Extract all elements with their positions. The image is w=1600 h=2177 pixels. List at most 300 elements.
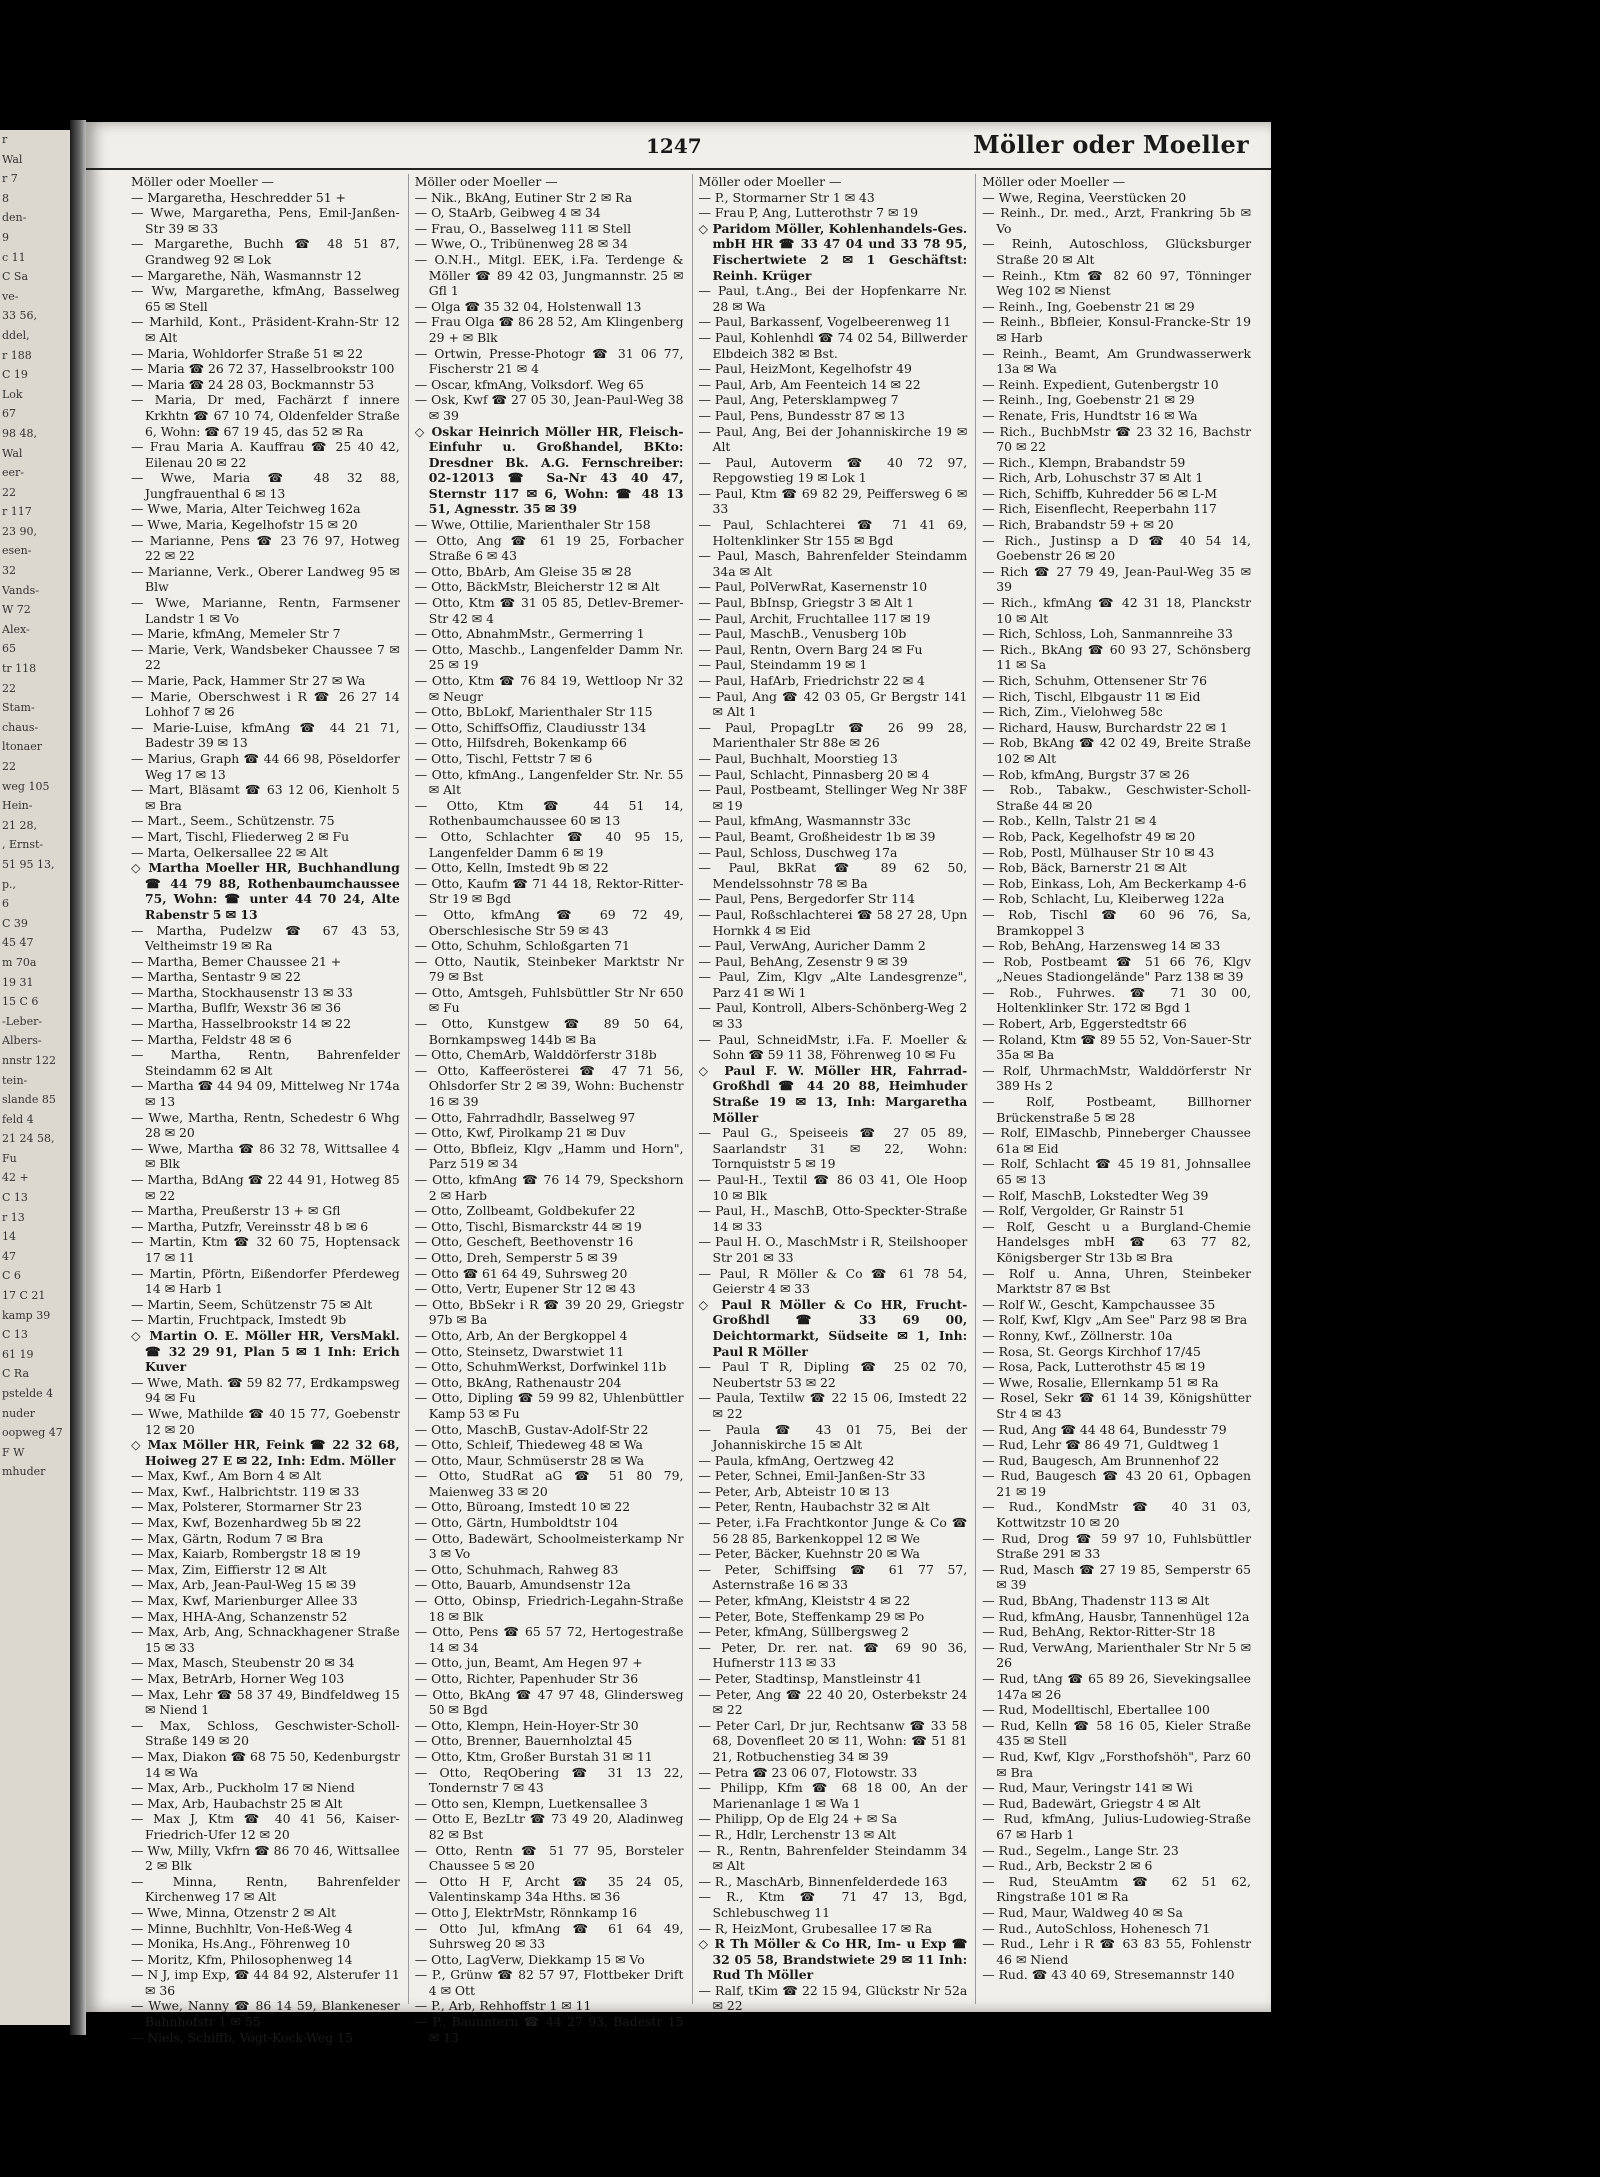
directory-entry: — Roland, Ktm ☎ 89 55 52, Von-Sauer-Str 35a ✉ Ba <box>982 1031 1251 1063</box>
firm-entry: ◇ Paul R Möller & Co HR, Frucht-Großhdl ☎ 33 69 00, Deichtormarkt, Südseite ✉ 1, Inh: Paul R Möller <box>698 1296 968 1359</box>
directory-entry: — Richard, Hausw, Burchardstr 22 ✉ 1 <box>982 719 1228 735</box>
directory-entry: — Martin, Ktm ☎ 32 60 75, Hoptensack 17 ✉ 11 <box>131 1234 400 1265</box>
directory-entry: — Peter, kfmAng, Kleiststr 4 ✉ 22 <box>698 1593 911 1609</box>
directory-entry: — Rud, Kwf, Klgv „Forsthofshöh", Parz 60 ✉ Bra <box>982 1748 1251 1780</box>
directory-entry: — R, HeizMont, Grubesallee 17 ✉ Ra <box>698 1920 933 1936</box>
column-2 <box>408 174 684 2045</box>
directory-entry: — Frau P, Ang, Lutterothstr 7 ✉ 19 <box>698 205 919 221</box>
firm-entry: ◇ Paul F. W. Möller HR, Fahrrad-Großhdl ☎ 44 20 88, Heimhuder Straße 19 ✉ 13, Inh: Margaretha Möller <box>698 1062 968 1125</box>
previous-page-fragment: slande 85 <box>2 1093 56 1107</box>
directory-entry: — Otto, Schleif, Thiedeweg 48 ✉ Wa <box>414 1437 643 1453</box>
firm-entry: ◇ R Th Möller & Co HR, Im- u Exp ☎ 32 05 58, Brandstwiete 29 ✉ 11 Inh: Rud Th Möller <box>698 1936 968 1983</box>
previous-page-fragment: C Sa <box>2 270 29 284</box>
previous-page-fragment: ve- <box>2 289 19 303</box>
firm-entry: ◇ Oskar Heinrich Möller HR, Fleisch-Einfuhr u. Großhandel, BKto: Dresdner Bk. A.G. Fernschreiber: 02-12013 ☎ Sa-Nr 43 40 47, Sternstr 117 ✉ 6, Wohn: ☎ 48 13 51, Agnesstr. 35 ✉ 39 <box>414 423 684 517</box>
directory-entry: — Rich, Schloss, Loh, Sanmannreihe 33 <box>982 626 1233 642</box>
directory-entry: — Mart, Bläsamt ☎ 63 12 06, Kienholt 5 ✉ Bra <box>131 782 400 813</box>
directory-entry: — Otto, Nautik, Steinbeker Marktstr Nr 79 ✉ Bst <box>414 953 684 985</box>
directory-entry: — Otto H F, Archt ☎ 35 24 05, Valentinskamp 34a Hths. ✉ 36 <box>414 1873 684 1905</box>
directory-entry: — Rud, VerwAng, Marienthaler Str Nr 5 ✉ 26 <box>982 1639 1251 1671</box>
directory-entry: — Rob, kfmAng, Burgstr 37 ✉ 26 <box>982 766 1190 782</box>
directory-entry: — Paul, HeizMont, Kegelhofstr 49 <box>698 361 912 377</box>
directory-entry: — Peter Carl, Dr jur, Rechtsanw ☎ 33 58 68, Dovenfleet 20 ✉ 11, Wohn: ☎ 51 81 21, Rotbuchenstieg 34 ✉ 39 <box>698 1717 968 1764</box>
directory-entry: — Otto, Kelln, Imstedt 9b ✉ 22 <box>414 860 609 876</box>
directory-entry: — Rud., Segelm., Lange Str. 23 <box>982 1842 1179 1858</box>
directory-entry: — Rolf, Kwf, Klgv „Am See" Parz 98 ✉ Bra <box>982 1312 1248 1328</box>
previous-page-fragment: 98 48, <box>2 426 37 440</box>
firm-entry: ◇ Paridom Möller, Kohlenhandels-Ges. mbH HR ☎ 33 47 04 und 33 78 95, Fischertwiete 2 ✉ 1 Geschäftst: Reinh. Krüger <box>698 220 968 283</box>
directory-entry: — Otto, Steinsetz, Dwarstwiet 11 <box>414 1343 625 1359</box>
directory-entry: — Wwe, Martha ☎ 86 32 78, Wittsallee 4 ✉ Blk <box>131 1140 400 1172</box>
previous-page-fragment: C 13 <box>2 1191 28 1205</box>
directory-entry: — Otto, BbLokf, Marienthaler Str 115 <box>414 704 653 720</box>
directory-entry: — Frau, O., Basselweg 111 ✉ Stell <box>414 220 632 236</box>
directory-entry: — P., Stormarner Str 1 ✉ 43 <box>698 189 875 205</box>
directory-entry: — Martha, Buflfr, Wexstr 36 ✉ 36 <box>131 1000 341 1016</box>
directory-entry: — Otto, kfmAng., Langenfelder Str. Nr. 55 ✉ Alt <box>414 766 684 798</box>
directory-entry: — Max, Zim, Eiffierstr 12 ✉ Alt <box>131 1561 327 1577</box>
directory-entry: — Maria ☎ 26 72 37, Hasselbrookstr 100 <box>131 361 395 377</box>
previous-page-fragment: oopweg 47 <box>2 1426 63 1440</box>
directory-entry: — Otto, AbnahmMstr., Germerring 1 <box>414 626 645 642</box>
directory-entry: — Rob, Tischl ☎ 60 96 76, Sa, Bramkoppel 3 <box>982 906 1251 938</box>
directory-entry: — Max, Masch, Steubenstr 20 ✉ 34 <box>131 1655 355 1671</box>
directory-entry: — R., Rentn, Bahrenfelder Steindamm 34 ✉ Alt <box>698 1842 968 1874</box>
directory-entry: — Otto, Dipling ☎ 59 99 82, Uhlenbüttler Kamp 53 ✉ Fu <box>414 1390 684 1421</box>
page-header <box>86 128 1271 170</box>
directory-entry: — Otto, ReqObering ☎ 31 13 22, Tondernstr 7 ✉ 43 <box>414 1764 684 1796</box>
directory-entry: — Rolf, Postbeamt, Billhorner Brückenstraße 5 ✉ 28 <box>982 1094 1251 1125</box>
previous-page-fragment: F W <box>2 1445 25 1459</box>
directory-entry: — Paul, Kontroll, Albers-Schönberg-Weg 2 ✉ 33 <box>698 1000 968 1032</box>
directory-entry: — Wwe, Nanny ☎ 86 14 59, Blankeneser Bahnhofstr 1 ✉ 55 <box>131 1998 400 2030</box>
directory-entry: — Paul, Ang, Bei der Johanniskirche 19 ✉ Alt <box>698 423 968 455</box>
directory-entry: — Martha, BdAng ☎ 22 44 91, Hotweg 85 ✉ 22 <box>131 1172 400 1203</box>
directory-entry: — Wwe, Math. ☎ 59 82 77, Erdkampsweg 94 ✉ Fu <box>131 1374 400 1406</box>
directory-entry: — Paul, Postbeamt, Stellinger Weg Nr 38F ✉ 19 <box>698 782 968 813</box>
directory-entry: — Peter, Ang ☎ 22 40 20, Osterbekstr 24 ✉ 22 <box>698 1686 968 1718</box>
firm-entry: ◇ Martha Moeller HR, Buchhandlung ☎ 44 79 88, Rothenbaumchaussee 75, Wohn: ☎ unter 44 70 24, Alte Rabenstr 5 ✉ 13 <box>131 860 400 922</box>
directory-entry: — Peter, i.Fa Frachtkontor Junge & Co ☎ 56 28 85, Barkenkoppel 12 ✉ We <box>698 1515 968 1546</box>
directory-entry: — Otto, Tischl, Bismarckstr 44 ✉ 19 <box>414 1218 642 1234</box>
directory-entry: — Rud, Ang ☎ 44 48 64, Bundesstr 79 <box>982 1421 1227 1437</box>
directory-entry: — Otto, Büroang, Imstedt 10 ✉ 22 <box>414 1499 631 1515</box>
previous-page-fragment: 22 <box>2 681 16 695</box>
previous-page-fragment: mhuder <box>2 1465 46 1479</box>
directory-entry: — Marhild, Kont., Präsident-Krahn-Str 12 ✉ Alt <box>131 314 400 345</box>
directory-entry: — Rud, Baugesch ☎ 43 20 61, Opbagen 21 ✉ 19 <box>982 1468 1251 1499</box>
directory-entry: — Rud., AutoSchloss, Hohenesch 71 <box>982 1920 1211 1936</box>
directory-entry: — Petra ☎ 23 06 07, Flotowstr. 33 <box>698 1764 918 1780</box>
directory-entry: — Maria ☎ 24 28 03, Bockmannstr 53 <box>131 376 375 392</box>
column-3 <box>692 174 968 2014</box>
directory-entry: — Paul, Buchhalt, Moorstieg 13 <box>698 750 898 766</box>
directory-entry: — Rob, BkAng ☎ 42 02 49, Breite Straße 102 ✉ Alt <box>982 735 1251 766</box>
directory-entry: — Rolf u. Anna, Uhren, Steinbeker Marktstr 87 ✉ Bst <box>982 1265 1251 1297</box>
directory-entry: — Otto, Bbfleiz, Klgv „Hamm und Horn", Parz 519 ✉ 34 <box>414 1140 684 1172</box>
directory-entry: — Otto, Brenner, Bauernholztal 45 <box>414 1733 633 1749</box>
directory-entry: — Otto, BkAng, Rathenaustr 204 <box>414 1374 622 1390</box>
directory-entry: — Max, Lehr ☎ 58 37 49, Bindfeldweg 15 ✉ Niend 1 <box>131 1686 400 1718</box>
directory-entry: — Rud, SteuAmtm ☎ 62 51 62, Ringstraße 101 ✉ Ra <box>982 1873 1251 1905</box>
previous-page-fragment: esen- <box>2 544 32 558</box>
directory-entry: — Ortwin, Presse-Photogr ☎ 31 06 77, Fischerstr 21 ✉ 4 <box>414 345 684 377</box>
directory-entry: — Robert, Arb, Eggerstedtstr 66 <box>982 1016 1187 1032</box>
directory-entry: — Peter, Dr. rer. nat. ☎ 69 90 36, Hufnerstr 113 ✉ 33 <box>698 1639 968 1671</box>
directory-entry: — Paul, Arb, Am Feenteich 14 ✉ 22 <box>698 376 921 392</box>
previous-page-fragment: ddel, <box>2 328 30 342</box>
directory-entry: — Max, Arb., Puckholm 17 ✉ Niend <box>131 1780 355 1796</box>
previous-page-fragment: nnstr 122 <box>2 1053 56 1067</box>
directory-entry: — Frau Olga ☎ 86 28 52, Am Klingenberg 29 + ✉ Blk <box>414 314 684 345</box>
directory-entry: — Mart., Seem., Schützenstr. 75 <box>131 813 335 829</box>
directory-entry: — Rob., Tabakw., Geschwister-Scholl-Straße 44 ✉ 20 <box>982 782 1251 813</box>
directory-entry: — Otto, BkAng ☎ 47 97 48, Glindersweg 50 ✉ Bgd <box>414 1686 684 1718</box>
directory-entry: — Paul, H., MaschB, Otto-Speckter-Straße 14 ✉ 33 <box>698 1203 968 1234</box>
directory-entry: — Otto sen, Klempn, Luetkensallee 3 <box>414 1795 648 1811</box>
directory-entry: — Martha, Stockhausenstr 13 ✉ 33 <box>131 984 353 1000</box>
directory-entry: — Maria, Dr med, Fachärzt f innere Krkhtn ☎ 67 10 74, Oldenfelder Straße 6, Wohn: ☎ 67 19 45, das 52 ✉ Ra <box>131 392 400 439</box>
directory-entry: — Paul, Beamt, Großheidestr 1b ✉ 39 <box>698 828 936 844</box>
directory-entry: — Otto, Pens ☎ 65 57 72, Hertogestraße 14 ✉ 34 <box>414 1624 684 1655</box>
directory-entry: — Paul-H., Textil ☎ 86 03 41, Ole Hoop 10 ✉ Blk <box>698 1172 968 1203</box>
previous-page-fragment: r 13 <box>2 1210 25 1224</box>
previous-page-fragment: Wal <box>2 152 23 166</box>
directory-entry: — Rich, Eisenflecht, Reeperbahn 117 <box>982 501 1217 517</box>
directory-entry: — Wwe, Maria ☎ 48 32 88, Jungfrauenthal 6 ✉ 13 <box>131 470 400 501</box>
directory-entry: — Rich., kfmAng ☎ 42 31 18, Planckstr 10 ✉ Alt <box>982 595 1251 626</box>
directory-entry: — Margaretha, Heschredder 51 + <box>131 189 346 205</box>
directory-entry: — Otto, Ktm ☎ 76 84 19, Wettloop Nr 32 ✉ Neugr <box>414 673 684 704</box>
previous-page-fragment: 22 <box>2 760 16 773</box>
directory-entry: — Renate, Fris, Hundtstr 16 ✉ Wa <box>982 407 1198 423</box>
directory-entry: — Peter, kfmAng, Süllbergsweg 2 <box>698 1624 909 1640</box>
directory-entry: — Martha, Putzfr, Vereinsstr 48 b ✉ 6 <box>131 1218 369 1234</box>
directory-entry: — Rob, Postl, Mülhauser Str 10 ✉ 43 <box>982 844 1215 860</box>
directory-entry: — Max, HHA-Ang, Schanzenstr 52 <box>131 1608 348 1624</box>
directory-entry: — Reinh., Ing, Goebenstr 21 ✉ 29 <box>982 392 1195 408</box>
directory-entry: — Rich., Klempn, Brabandstr 59 <box>982 454 1186 470</box>
directory-entry: — Paul, Pens, Bergedorfer Str 114 <box>698 891 915 907</box>
directory-entry: — Rich, Arb, Lohuschstr 37 ✉ Alt 1 <box>982 470 1204 486</box>
directory-entry: — Rud, Maur, Waldweg 40 ✉ Sa <box>982 1904 1183 1920</box>
previous-page-fragment: -Leber- <box>2 1014 43 1028</box>
directory-entry: — Rich, Schuhm, Ottensener Str 76 <box>982 673 1208 688</box>
directory-entry: — Otto, ChemArb, Walddörferstr 318b <box>414 1047 657 1063</box>
firm-entry: ◇ Martin O. E. Möller HR, VersMakl. ☎ 32 29 91, Plan 5 ✉ 1 Inh: Erich Kuver <box>131 1327 400 1375</box>
directory-entry: — Paul, t.Ang., Bei der Hopfenkarre Nr. 28 ✉ Wa <box>698 283 968 314</box>
directory-entry: — Otto, Schlachter ☎ 40 95 15, Langenfelder Damm 6 ✉ 19 <box>414 828 684 860</box>
previous-page-fragment: 14 <box>2 1230 16 1244</box>
directory-entry: — Reinh. Expedient, Gutenbergstr 10 <box>982 376 1219 392</box>
directory-entry: — Otto, BbArb, Am Gleise 35 ✉ 28 <box>414 563 632 579</box>
directory-entry: — Paul, Schloss, Duschweg 17a <box>698 844 898 860</box>
directory-entry: — Ww, Milly, Vkfrn ☎ 86 70 46, Wittsallee 2 ✉ Blk <box>131 1842 400 1874</box>
directory-entry: — R., Hdlr, Lerchenstr 13 ✉ Alt <box>698 1826 896 1842</box>
directory-entry: — Otto, SchuhmWerkst, Dorfwinkel 11b <box>414 1359 667 1375</box>
directory-entry: — Ww, Margarethe, kfmAng, Basselweg 65 ✉ Stell <box>131 283 400 314</box>
previous-page-fragment: 65 <box>2 642 16 656</box>
directory-entry: — Marianne, Verk., Oberer Landweg 95 ✉ Blw <box>131 563 400 595</box>
directory-entry: — Otto, Vertr, Eupener Str 12 ✉ 43 <box>414 1281 636 1297</box>
directory-entry: — Rob, Schlacht, Lu, Kleiberweg 122a <box>982 891 1225 907</box>
directory-entry: — Martha, Bemer Chaussee 21 + <box>131 953 342 969</box>
directory-entry: — Paul, SchneidMstr, i.Fa. F. Moeller & Sohn ☎ 59 11 38, Föhrenweg 10 ✉ Fu <box>698 1031 968 1063</box>
previous-page-fragment: Albers- <box>2 1034 42 1048</box>
directory-entry: — Olga ☎ 35 32 04, Holstenwall 13 <box>414 298 642 314</box>
directory-entry: — Max, Arb, Haubachstr 25 ✉ Alt <box>131 1795 343 1811</box>
previous-page-fragment: r 117 <box>2 505 32 519</box>
directory-entry: — Martha, Hasselbrookstr 14 ✉ 22 <box>131 1016 352 1032</box>
directory-entry: — Rob, Einkass, Loh, Am Beckerkamp 4-6 <box>982 875 1247 891</box>
directory-entry: — Otto, kfmAng ☎ 76 14 79, Speckshorn 2 ✉ Harb <box>414 1172 684 1203</box>
directory-entry: — Otto, BbSekr i R ☎ 39 20 29, Griegstr 97b ✉ Ba <box>414 1296 684 1328</box>
previous-page-fragment: eer- <box>2 466 24 480</box>
directory-entry: — Martin, Pförtn, Eißendorfer Pferdeweg 14 ✉ Harb 1 <box>131 1265 400 1297</box>
directory-entry: — Wwe, Maria, Kegelhofstr 15 ✉ 20 <box>131 517 358 533</box>
directory-entry: — Rob, Pack, Kegelhofstr 49 ✉ 20 <box>982 828 1196 844</box>
directory-entry: — Max, Arb, Ang, Schnackhagener Straße 15 ✉ 33 <box>131 1624 400 1655</box>
previous-page-fragment: tr 118 <box>2 662 37 676</box>
directory-entry: — Rich, Brabandstr 59 + ✉ 20 <box>982 517 1174 533</box>
directory-entry: — Otto, Fahrradhdlr, Basselweg 97 <box>414 1109 636 1125</box>
directory-entry: — Nik., BkAng, Eutiner Str 2 ✉ Ra <box>414 189 633 205</box>
directory-entry: — Marie, kfmAng, Memeler Str 7 <box>131 626 341 642</box>
directory-entry: — Martha, Preußerstr 13 + ✉ Gfl <box>131 1203 341 1219</box>
directory-entry: — P., Bauuntern ☎ 44 27 93, Badestr 15 ✉ 13 <box>414 2014 684 2045</box>
directory-entry: — Wwe, Minna, Otzenstr 2 ✉ Alt <box>131 1904 336 1920</box>
directory-entry: — Otto, Kaufm ☎ 71 44 18, Rektor-Ritter-Str 19 ✉ Bgd <box>414 875 684 907</box>
previous-page-fragment: 22 <box>2 485 16 499</box>
directory-entry: — Rud., Arb, Beckstr 2 ✉ 6 <box>982 1858 1153 1874</box>
directory-entry: — Rolf, ElMaschb, Pinneberger Chaussee 61a ✉ Eid <box>982 1125 1251 1156</box>
directory-entry: — Martin, Fruchtpack, Imstedt 9b <box>131 1312 347 1328</box>
directory-entry: — Otto, Hilfsdreh, Bokenkamp 66 <box>414 735 627 751</box>
directory-entry: — Rud, tAng ☎ 65 89 26, Sievekingsallee 147a ✉ 26 <box>982 1671 1251 1702</box>
directory-entry: — Philipp, Kfm ☎ 68 18 00, An der Marienanlage 1 ✉ Wa 1 <box>698 1780 968 1811</box>
directory-entry: — Rob, Postbeamt ☎ 51 66 76, Klgv „Neues Stadiongelände" Parz 138 ✉ 39 <box>982 953 1251 985</box>
directory-entry: — Otto, jun, Beamt, Am Hegen 97 + <box>414 1655 643 1671</box>
directory-entry: — Rud, kfmAng, Hausbr, Tannenhügel 12a <box>982 1608 1250 1624</box>
directory-entry: — Rolf, MaschB, Lokstedter Weg 39 <box>982 1187 1209 1203</box>
directory-entry: — Minne, Buchhltr, Von-Heß-Weg 4 <box>131 1920 353 1936</box>
previous-page-fragment: , Ernst- <box>2 838 44 852</box>
directory-entry: — Otto, Dreh, Semperstr 5 ✉ 39 <box>414 1249 618 1265</box>
directory-entry: — Rolf, Schlacht ☎ 45 19 81, Johnsallee 65 ✉ 13 <box>982 1156 1251 1187</box>
directory-entry: — R., Ktm ☎ 71 47 13, Bgd, Schlebuschweg 11 <box>698 1889 968 1920</box>
directory-entry: — Maria, Wohldorfer Straße 51 ✉ 22 <box>131 345 364 361</box>
directory-entry: — Paula ☎ 43 01 75, Bei der Johanniskirche 15 ✉ Alt <box>698 1421 968 1453</box>
directory-entry: — Max, Arb, Jean-Paul-Weg 15 ✉ 39 <box>131 1577 357 1593</box>
directory-entry: — Rich, Tischl, Elbgaustr 11 ✉ Eid <box>982 688 1201 704</box>
directory-entry: — Martha ☎ 44 94 09, Mittelweg Nr 174a ✉ 13 <box>131 1078 400 1110</box>
directory-entry: — Paul, Rentn, Overn Barg 24 ✉ Fu <box>698 641 923 657</box>
previous-page-fragment: C 19 <box>2 368 28 382</box>
directory-entry: — Otto, kfmAng ☎ 69 72 49, Oberschlesische Str 59 ✉ 43 <box>414 906 684 938</box>
previous-page-fragment: tein- <box>2 1073 28 1087</box>
directory-entry: — Monika, Hs.Ang., Föhrenweg 10 <box>131 1936 351 1952</box>
directory-entry: — Rolf W., Gescht, Kampchaussee 35 <box>982 1296 1216 1312</box>
previous-page-fragment: 15 C 6 <box>2 995 39 1009</box>
directory-entry: — Rud, Baugesch, Am Brunnenhof 22 <box>982 1452 1220 1468</box>
directory-entry: — Rud, kfmAng, Julius-Ludowieg-Straße 67 ✉ Harb 1 <box>982 1811 1251 1842</box>
previous-page-fragment: C Ra <box>2 1367 30 1381</box>
previous-page-fragment: 6 <box>2 897 9 911</box>
directory-entry: — O.N.H., Mitgl. EEK, i.Fa. Terdenge & Möller ☎ 89 42 03, Jungmannstr. 25 ✉ Gfl 1 <box>414 251 684 299</box>
directory-entry: — Otto, Kunstgew ☎ 89 50 64, Bornkampsweg 144b ✉ Ba <box>414 1016 684 1047</box>
previous-page-fragment: 32 <box>2 564 16 578</box>
directory-entry: — Paul, R Möller & Co ☎ 61 78 54, Geierstr 4 ✉ 33 <box>698 1265 968 1297</box>
directory-entry: — Paul, PolVerwRat, Kasernenstr 10 <box>698 579 928 595</box>
previous-page-fragment: m 70a <box>2 955 37 969</box>
previous-page-edge <box>0 130 73 2025</box>
previous-page-fragment: 9 <box>2 230 9 244</box>
directory-entry: — Wwe, Maria, Alter Teichweg 162a <box>131 501 361 517</box>
directory-entry: — Paul, Ang, Petersklampweg 7 <box>698 392 899 408</box>
directory-entry: — Marie, Oberschwest i R ☎ 26 27 14 Lohhof 7 ✉ 26 <box>131 688 400 720</box>
directory-entry: — Margarethe, Buchh ☎ 48 51 87, Grandweg 92 ✉ Lok <box>131 236 400 267</box>
directory-entry: — Wwe, Rosalie, Ellernkamp 51 ✉ Ra <box>982 1374 1219 1390</box>
directory-entry: — Otto, Richter, Papenhuder Str 36 <box>414 1671 639 1686</box>
directory-entry: — Otto, Bauarb, Amundsenstr 12a <box>414 1577 631 1593</box>
directory-entry: — Otto J, ElektrMstr, Rönnkamp 16 <box>414 1904 637 1920</box>
previous-page-fragment: 45 47 <box>2 936 34 950</box>
directory-entry: — Osk, Kwf ☎ 27 05 30, Jean-Paul-Weg 38 ✉ 39 <box>414 392 684 423</box>
column-1 <box>131 174 400 2045</box>
previous-page-fragment: C 13 <box>2 1328 28 1342</box>
directory-entry: — Rud., Lehr i R ☎ 63 83 55, Fohlenstr 46 ✉ Niend <box>982 1936 1251 1967</box>
previous-page-fragment: den- <box>2 211 27 225</box>
directory-entry: — Otto, Amtsgeh, Fuhlsbüttler Str Nr 650 ✉ Fu <box>414 984 684 1016</box>
directory-entry: — Rud, Lehr ☎ 86 49 71, Guldtweg 1 <box>982 1437 1220 1453</box>
directory-entry: — Rich ☎ 27 79 49, Jean-Paul-Weg 35 ✉ 39 <box>982 563 1251 595</box>
directory-entry: — Rud, Masch ☎ 27 19 85, Semperstr 65 ✉ 39 <box>982 1561 1251 1593</box>
directory-entry: — Rud., KondMstr ☎ 40 31 03, Kottwitzstr 10 ✉ 20 <box>982 1499 1251 1531</box>
directory-entry: — Ralf, tKim ☎ 22 15 94, Glückstr Nr 52a ✉ 22 <box>698 1982 968 2014</box>
directory-entry: — Max, Schloss, Geschwister-Scholl-Straße 149 ✉ 20 <box>131 1717 400 1749</box>
directory-entry: — Otto, Ktm, Großer Burstah 31 ✉ 11 <box>414 1748 653 1764</box>
directory-entry: — Marie, Verk, Wandsbeker Chaussee 7 ✉ 22 <box>131 641 400 673</box>
directory-entry: — Wwe, Martha, Rentn, Schedestr 6 Whg 28 ✉ 20 <box>131 1109 400 1141</box>
directory-entry: — Rud, Maur, Veringstr 141 ✉ Wi <box>982 1780 1193 1796</box>
directory-entry: — Paul, Masch, Bahrenfelder Steindamm 34a ✉ Alt <box>698 548 968 579</box>
directory-entry: — Otto, Kwf, Pirolkamp 21 ✉ Duv <box>414 1125 626 1141</box>
previous-page-fragment: weg 105 <box>2 779 50 793</box>
directory-entry: — Paul, Zim, Klgv „Alte Landesgrenze", Parz 41 ✉ Wi 1 <box>698 969 968 1000</box>
directory-entry: — Paul, VerwAng, Auricher Damm 2 <box>698 938 926 954</box>
previous-page-fragment: c 11 <box>2 250 26 264</box>
running-head: Möller oder Moeller <box>973 130 1249 159</box>
directory-entry: — Rolf, Vergolder, Gr Rainstr 51 <box>982 1203 1186 1219</box>
directory-entry: — Paul H. O., MaschMstr i R, Steilshooper Str 201 ✉ 33 <box>698 1234 968 1265</box>
directory-entry: — Max, Kaiarb, Rombergstr 18 ✉ 19 <box>131 1546 361 1562</box>
directory-entry: — Martin, Seem, Schützenstr 75 ✉ Alt <box>131 1296 373 1312</box>
previous-page-fragment: Fu <box>2 1151 17 1165</box>
directory-entry: — Rosel, Sekr ☎ 61 14 39, Königshütter Str 4 ✉ 43 <box>982 1390 1251 1421</box>
directory-entry: — Moritz, Kfm, Philosophenweg 14 <box>131 1951 353 1967</box>
previous-page-fragment: 67 <box>2 407 16 421</box>
directory-entry: — Rolf, Gescht u a Burgland-Chemie Handelsges mbH ☎ 63 77 82, Königsberger Str 13b ✉ Bra <box>982 1218 1251 1265</box>
directory-entry: — Paul, PropagLtr ☎ 26 99 28, Marienthaler Str 88e ✉ 26 <box>698 719 968 751</box>
directory-entry: — Niels, Schiffb, Vogt-Kock-Weg 15 <box>131 2029 353 2045</box>
directory-entry: — Martha, Pudelzw ☎ 67 43 53, Veltheimstr 19 ✉ Ra <box>131 922 400 954</box>
directory-entry: — Max, Polsterer, Stormarner Str 23 <box>131 1499 363 1515</box>
directory-entry: — Reinh., Ing, Goebenstr 21 ✉ 29 <box>982 298 1195 314</box>
directory-entry: — Peter, Schnei, Emil-Janßen-Str 33 <box>698 1468 926 1484</box>
directory-entry: — Paul, Barkassenf, Vogelbeerenweg 11 <box>698 314 952 330</box>
directory-entry: — Reinh., Bbfleier, Konsul-Francke-Str 19 ✉ Harb <box>982 314 1251 345</box>
previous-page-fragment: Alex- <box>2 622 30 636</box>
column-heading: Möller oder Moeller — <box>131 174 274 189</box>
directory-entry: — Rosa, St. Georgs Kirchhof 17/45 <box>982 1343 1201 1359</box>
previous-page-fragment: 17 C 21 <box>2 1289 46 1303</box>
previous-page-fragment: C 39 <box>2 916 28 930</box>
previous-page-fragment: 23 90, <box>2 524 37 538</box>
previous-page-fragment: 42 + <box>2 1171 29 1185</box>
directory-entry: — Paul, BehAng, Zesenstr 9 ✉ 39 <box>698 953 908 969</box>
directory-entry: — Rich, Zim., Vielohweg 58c <box>982 704 1163 720</box>
previous-page-fragment: 8 <box>2 191 9 205</box>
previous-page-fragment: Stam- <box>2 701 35 715</box>
directory-entry: — R., MaschArb, Binnenfelderdede 163 <box>698 1873 948 1889</box>
directory-entry: — Paul, HafArb, Friedrichstr 22 ✉ 4 <box>698 673 925 688</box>
directory-entry: — Otto, Kaffeerösterei ☎ 47 71 56, Ohlsdorfer Str 2 ✉ 39, Wohn: Buchenstr 16 ✉ 39 <box>414 1062 684 1110</box>
directory-entry: — Rich, Schiffb, Kuhredder 56 ✉ L-M <box>982 485 1218 501</box>
directory-entry: — Paul, Schlacht, Pinnasberg 20 ✉ 4 <box>698 766 930 782</box>
previous-page-fragment: r <box>2 133 8 146</box>
directory-entry: — Paul, Steindamm 19 ✉ 1 <box>698 657 868 673</box>
previous-page-fragment: nuder <box>2 1406 35 1420</box>
directory-entry: — N J, imp Exp, ☎ 44 84 92, Alsterufer 11 ✉ 36 <box>131 1967 400 1998</box>
directory-entry: — Rud, Modelltischl, Ebertallee 100 <box>982 1702 1210 1718</box>
column-heading: Möller oder Moeller — <box>698 174 842 189</box>
directory-entry: — P., Arb, Rehhoffstr 1 ✉ 11 <box>414 1998 592 2014</box>
directory-entry: — Otto E, BezLtr ☎ 73 49 20, Aladinweg 82 ✉ Bst <box>414 1811 684 1842</box>
directory-entry: — Otto, BäckMstr, Bleicherstr 12 ✉ Alt <box>414 579 660 595</box>
previous-page-fragment: 33 56, <box>2 309 37 323</box>
directory-entry: — Max J, Ktm ☎ 40 41 56, Kaiser-Friedrich-Ufer 12 ✉ 20 <box>131 1811 400 1842</box>
directory-entry: — Peter, Stadtinsp, Manstleinstr 41 <box>698 1671 923 1686</box>
previous-page-fragment: Hein- <box>2 799 33 813</box>
directory-entry: — Wwe, Margaretha, Pens, Emil-Janßen-Str 39 ✉ 33 <box>131 205 400 236</box>
directory-entry: — Max, Gärtn, Rodum 7 ✉ Bra <box>131 1530 324 1546</box>
previous-page-fragment: W 72 <box>2 603 31 617</box>
directory-entry: — Max, Kwf, Bozenhardweg 5b ✉ 22 <box>131 1515 362 1531</box>
directory-entry: — Otto, LagVerw, Diekkamp 15 ✉ Vo <box>414 1951 645 1967</box>
previous-page-fragment: 51 95 13, <box>2 857 55 871</box>
directory-entry: — Rud, Drog ☎ 59 97 10, Fuhlsbüttler Straße 291 ✉ 33 <box>982 1530 1251 1562</box>
directory-entry: — Otto, Ktm ☎ 44 51 14, Rothenbaumchaussee 60 ✉ 13 <box>414 797 684 829</box>
column-heading: Möller oder Moeller — <box>982 174 1126 189</box>
directory-entry: — Otto, Klempn, Hein-Hoyer-Str 30 <box>414 1717 639 1733</box>
directory-entry: — Otto, Obinsp, Friedrich-Legahn-Straße 18 ✉ Blk <box>414 1593 684 1624</box>
directory-entry: — Paula, kfmAng, Oertzweg 42 <box>698 1452 895 1468</box>
directory-entry: — Max, BetrArb, Horner Weg 103 <box>131 1671 345 1686</box>
directory-entry: — Otto ☎ 61 64 49, Suhrsweg 20 <box>414 1265 628 1281</box>
directory-entry: — Paul, Ang ☎ 42 03 05, Gr Bergstr 141 ✉ Alt 1 <box>698 688 968 720</box>
directory-entry: — Rosa, Pack, Lutterothstr 45 ✉ 19 <box>982 1359 1206 1375</box>
directory-entry: — Paul T R, Dipling ☎ 25 02 70, Neubertstr 53 ✉ 22 <box>698 1359 968 1390</box>
directory-entry: — Wwe, Ottilie, Marienthaler Str 158 <box>414 517 651 533</box>
directory-entry: — Frau Maria A. Kauffrau ☎ 25 40 42, Eilenau 20 ✉ 22 <box>131 439 400 470</box>
directory-entry: — Reinh., Beamt, Am Grundwasserwerk 13a ✉ Wa <box>982 345 1251 377</box>
previous-page-fragment: 21 28, <box>2 818 37 832</box>
directory-entry: — Paul, Kohlenhdl ☎ 74 02 54, Billwerder Elbdeich 382 ✉ Bst. <box>698 329 968 361</box>
previous-page-fragment: 47 <box>2 1249 16 1263</box>
directory-entry: — Peter, Schiffsing ☎ 61 77 57, Asternstraße 16 ✉ 33 <box>698 1561 968 1593</box>
directory-entry: — Rich., BuchbMstr ☎ 23 32 16, Bachstr 70 ✉ 22 <box>982 423 1251 455</box>
previous-page-fragment: Wal <box>2 446 23 460</box>
